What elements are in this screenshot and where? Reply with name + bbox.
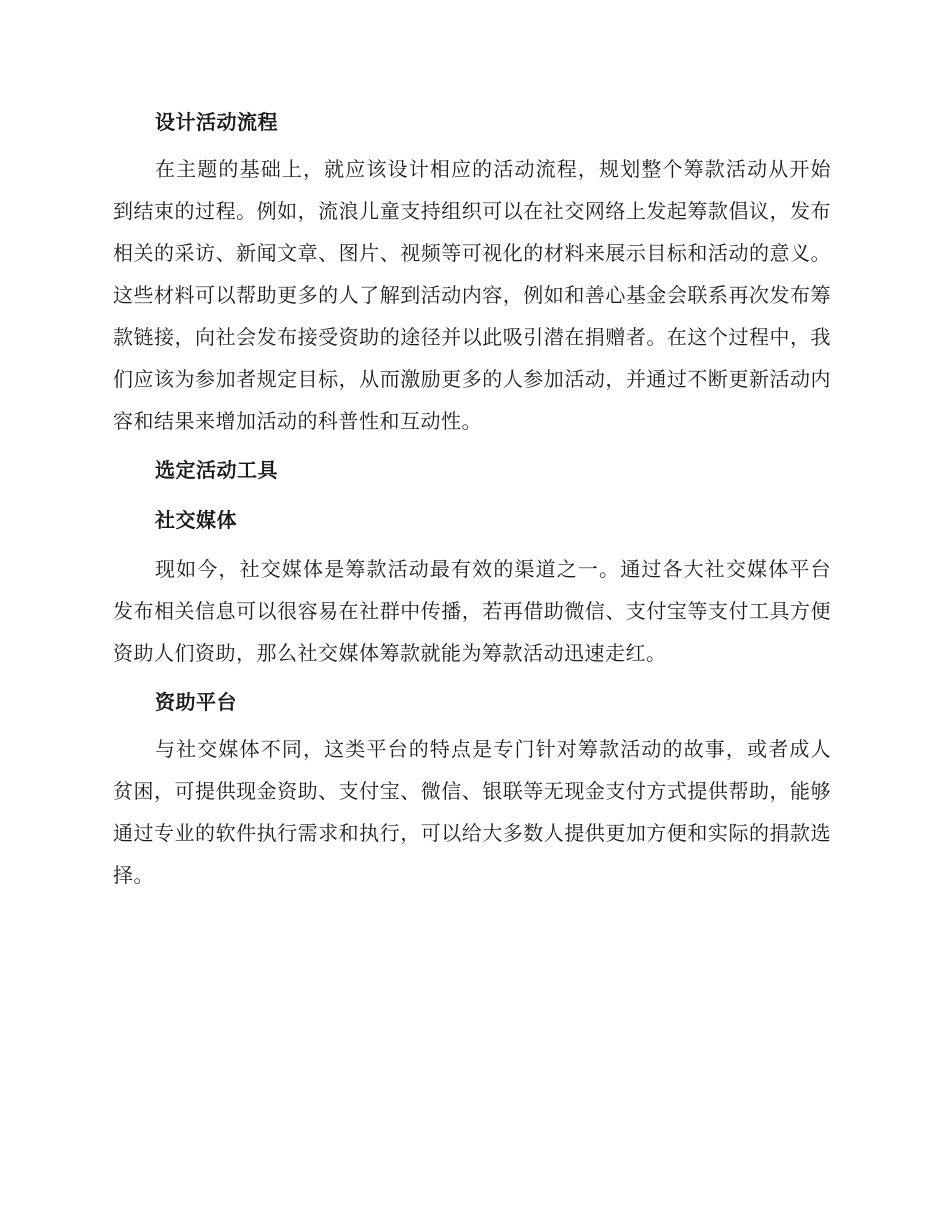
section-paragraph-design-flow: 在主题的基础上，就应该设计相应的活动流程，规划整个筹款活动从开始到结束的过程。例如，流浪儿童支持组织可以在社交网络上发起筹款倡议，发布相关的采访、新闻文章、图片、视频等可视化的材料来展示目标和活动的意义。这些材料可以帮助更多的人了解到活动内容，例如和善心基金会联系再次发布筹款链接，向社会发布接受资助的途径并以此吸引潜在捐赠者。在这个过程中，我们应该为参加者规定目标，从而激励更多的人参加活动，并通过不断更新活动内容和结果来增加活动的科普性和互动性。 [113,157,831,433]
document-page [113,108,831,896]
section-heading-social-media: 社交媒体 [155,508,237,532]
section-paragraph-funding-platform: 与社交媒体不同，这类平台的特点是专门针对筹款活动的故事，或者成人贫困，可提供现金资助、支付宝、微信、银联等无现金支付方式提供帮助，能够通过专业的软件执行需求和执行，可以给大多数人提供更加方便和实际的捐款选择。 [113,737,831,887]
section-heading-select-tools: 选定活动工具 [155,458,278,482]
section-heading-funding-platform: 资助平台 [155,690,237,714]
section-heading-design-flow: 设计活动流程 [155,110,278,134]
section-paragraph-social-media: 现如今，社交媒体是筹款活动最有效的渠道之一。通过各大社交媒体平台发布相关信息可以很容易在社群中传播，若再借助微信、支付宝等支付工具方便资助人们资助，那么社交媒体筹款就能为筹款活动迅速走红。 [113,557,831,665]
